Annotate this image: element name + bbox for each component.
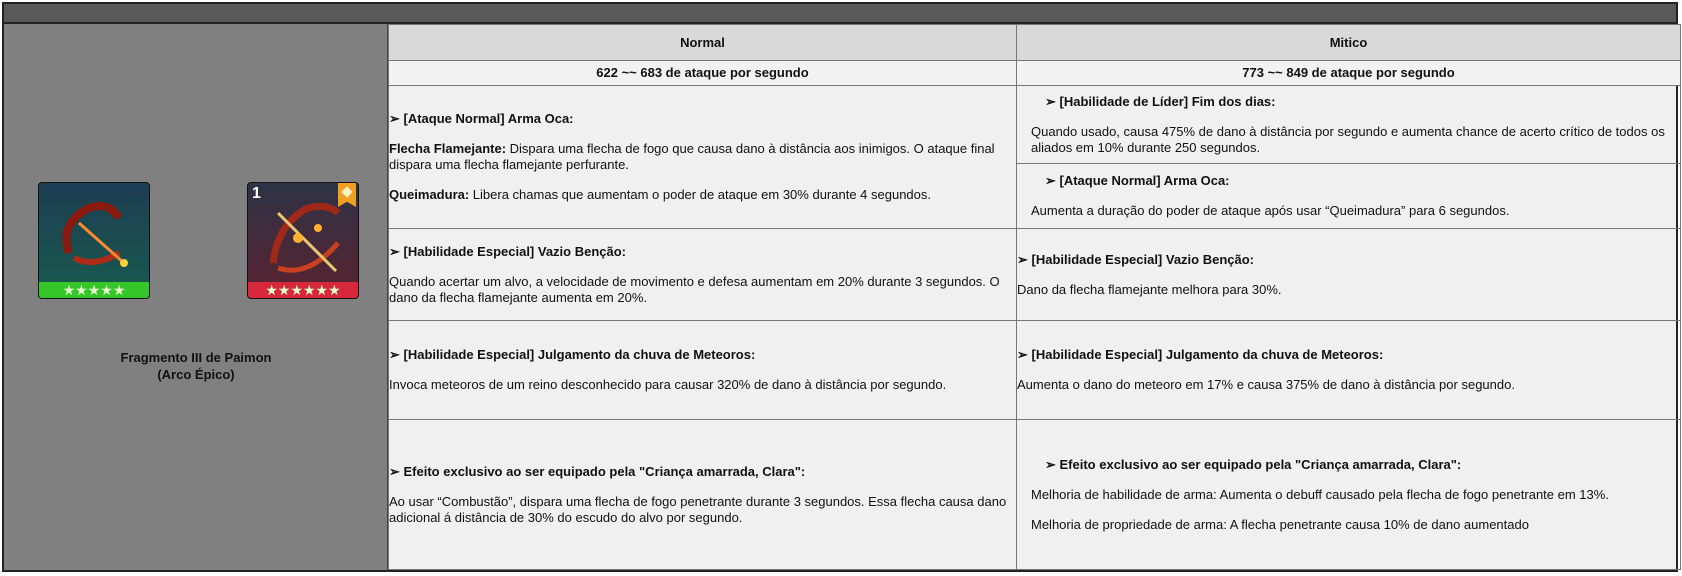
skill-description: Quando usado, causa 475% de dano à distância por segundo e aumenta chance de acerto crítico de todos os aliados em 10% durante 250 segundos.	[1031, 123, 1665, 155]
table-row	[389, 420, 1681, 570]
skill-title: ➢ [Habilidade Especial] Vazio Benção:	[389, 243, 627, 259]
normal-attack-cell	[389, 86, 1017, 229]
skill-title: ➢ [Ataque Normal] Arma Oca:	[1045, 173, 1230, 188]
skill-description: Ao usar “Combustão”, dispara uma flecha de fogo penetrante durante 3 segundos. Essa flecha causa dano adicional á distância de 30% do escudo do alvo por segundo.	[389, 493, 1007, 525]
column-header-normal: Normal	[389, 25, 1017, 61]
skill-description: Dano da flecha flamejante melhora para 30%.	[1017, 281, 1282, 297]
rarity-stars: ★★★★★	[39, 282, 149, 298]
title-bar	[4, 4, 1676, 24]
column-header-mitico: Mitico	[1017, 25, 1681, 61]
skill-description: Aumenta o dano do meteoro em 17% e causa 375% de dano à distância por segundo.	[1017, 377, 1515, 392]
exclusive-effect-cell	[389, 420, 1017, 570]
weapon-summary-column	[4, 24, 388, 570]
weapon-stats-table	[388, 24, 1681, 570]
skill-title: ➢ [Habilidade Especial] Julgamento da chuva de Meteoros:	[389, 347, 756, 362]
skill-description: Aumenta a duração do poder de ataque após usar “Queimadura” para 6 segundos.	[1031, 203, 1510, 218]
leader-skill-block	[1017, 86, 1680, 164]
header-row	[389, 25, 1681, 61]
skill-title: ➢ Efeito exclusivo ao ser equipado pela "Criança amarrada, Clara":	[1045, 456, 1462, 472]
level-label: 1	[252, 185, 261, 202]
skill-title: ➢ [Habilidade Especial] Vazio Benção:	[1017, 251, 1255, 267]
rarity-stars: ★★★★★★	[248, 282, 358, 298]
weapon-info-panel	[2, 2, 1678, 572]
normal-attack-block	[1017, 164, 1680, 228]
attack-row	[389, 61, 1681, 86]
skill-description: Melhoria de propriedade de arma: A flecha penetrante causa 10% de dano aumentado	[1031, 516, 1529, 532]
meteor-skill-cell	[389, 321, 1017, 420]
skill-description: Melhoria de habilidade de arma: Aumenta o debuff causado pela flecha de fogo penetrante em 13%.	[1031, 486, 1609, 502]
fire-bow-icon	[39, 183, 150, 283]
skill-description: Invoca meteoros de um reino desconhecido para causar 320% de dano à distância por segundo.	[389, 377, 947, 392]
exclusive-effect-cell	[1017, 420, 1681, 570]
special-skill-cell	[389, 229, 1017, 321]
table-row	[389, 86, 1681, 229]
skill-title: ➢ [Habilidade Especial] Julgamento da chuva de Meteoros:	[1017, 347, 1384, 362]
skill-description: Flecha Flamejante: Dispara uma flecha de fogo que causa dano à distância aos inimigos. O ataque final dispara uma flecha flamejante perfurante.	[389, 141, 995, 172]
weapon-icon-normal	[38, 182, 150, 299]
skill-title: ➢ Efeito exclusivo ao ser equipado pela "Criança amarrada, Clara":	[389, 463, 806, 479]
meteor-skill-cell	[1017, 321, 1681, 420]
table-row	[389, 321, 1681, 420]
skill-description: Queimadura: Libera chamas que aumentam o poder de ataque em 30% durante 4 segundos.	[389, 187, 931, 202]
table-row	[389, 229, 1681, 321]
attack-mitico: 773 ~~ 849 de ataque por segundo	[1017, 61, 1681, 86]
attack-normal: 622 ~~ 683 de ataque por segundo	[389, 61, 1017, 86]
skill-description: Quando acertar um alvo, a velocidade de movimento e defesa aumentam em 20% durante 3 segundos. O dano da flecha flamejante aumenta em 20%.	[389, 273, 1000, 305]
special-skill-cell	[1017, 229, 1681, 321]
weapon-name-line1: Fragmento III de Paimon	[120, 350, 272, 365]
weapon-name-line2: (Arco Épico)	[157, 367, 235, 382]
weapon-name	[4, 349, 388, 383]
skill-title: ➢ [Ataque Normal] Arma Oca:	[389, 111, 574, 126]
mythic-leader-attack-cell	[1017, 86, 1681, 229]
weapon-icon-mythic	[247, 182, 359, 299]
skill-title: ➢ [Habilidade de Líder] Fim dos dias:	[1045, 93, 1276, 109]
